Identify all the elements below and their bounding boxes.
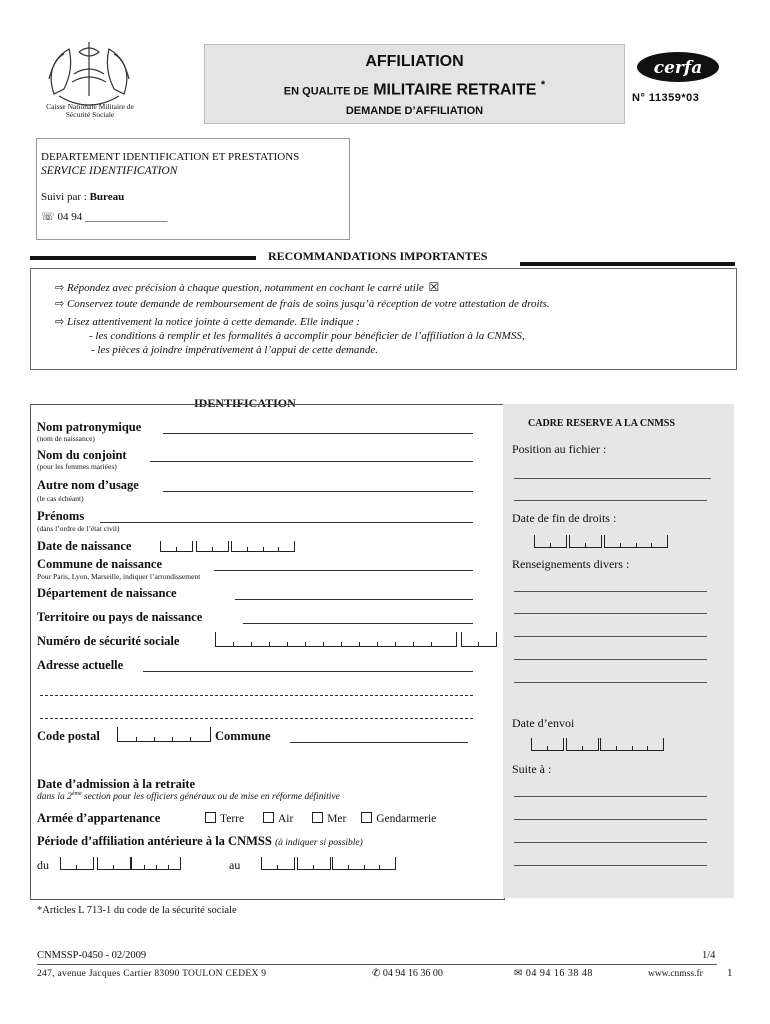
- periode-au-year[interactable]: [332, 857, 396, 870]
- cnmss-line: [514, 819, 707, 820]
- footer-address: 247, avenue Jacques Cartier 83090 TOULON CEDEX 9: [37, 969, 267, 979]
- label-nom: Nom patronymique: [37, 420, 142, 434]
- footnote: *Articles L 713-1 du code de la sécurité sociale: [37, 905, 237, 916]
- periode-au-day[interactable]: [261, 857, 295, 870]
- fax-icon: ✉: [514, 968, 523, 979]
- birthdate-day-field[interactable]: [160, 541, 193, 552]
- cnmss-line: [514, 842, 707, 843]
- cnmss-fin-day: [534, 535, 567, 548]
- label-secu: Numéro de sécurité sociale: [37, 634, 180, 648]
- footer-website[interactable]: www.cnmss.fr: [648, 969, 703, 979]
- rec-item-2-text: Conservez toute demande de remboursement de frais de soins jusqu’à réception de votre attestation de droits.: [66, 298, 550, 310]
- option-mer-label: Mer: [327, 813, 347, 825]
- label-usage: Autre nom d’usage: [37, 478, 139, 492]
- label-date-naissance: Date de naissance: [37, 539, 132, 553]
- label-du: du: [37, 858, 49, 872]
- checkbox-mer[interactable]: [312, 812, 323, 823]
- logo-caption: Caisse Nationale Militaire de Sécurité Sociale: [46, 102, 134, 119]
- phone-line: [41, 210, 168, 223]
- cnmss-line: [514, 500, 707, 501]
- cnmss-line: [514, 613, 707, 614]
- input-commune[interactable]: [290, 742, 468, 743]
- cerfa-number: N° 11359*03: [632, 92, 700, 104]
- cnmss-position: Position au fichier :: [512, 442, 607, 456]
- cnmss-line: [514, 591, 707, 592]
- label-commune: Commune: [215, 729, 271, 743]
- phone-icon: ☏: [41, 211, 55, 223]
- checkbox-air[interactable]: [263, 812, 274, 823]
- rec-item-2: [55, 297, 550, 310]
- rec-item-3: [55, 315, 360, 328]
- phone-blank: _______________: [85, 211, 168, 223]
- footer-phone-number: 04 94 16 36 00: [382, 968, 443, 979]
- cnmss-line: [514, 796, 707, 797]
- option-gendarmerie-label: Gendarmerie: [376, 813, 437, 825]
- label-armee: Armée d’appartenance: [37, 811, 161, 825]
- footer-divider: [37, 964, 717, 965]
- page-count: 1/4: [702, 950, 716, 961]
- cnmss-line: [514, 636, 707, 637]
- label-prenoms: Prénoms: [37, 509, 85, 523]
- footer-phone: [372, 968, 443, 979]
- option-gendarmerie[interactable]: [361, 813, 436, 825]
- rec-bar-right: [520, 262, 735, 266]
- department-line2: SERVICE IDENTIFICATION: [41, 165, 178, 177]
- arrow-right-icon: ⇨: [55, 297, 65, 310]
- subtitle-prefix: EN QUALITE DE: [283, 85, 369, 98]
- cnmss-line: [514, 865, 707, 866]
- rec-item-3-text: Lisez attentivement la notice jointe à cette demande. Elle indique :: [66, 316, 360, 328]
- subtitle-main: MILITAIRE RETRAITE: [373, 81, 537, 99]
- cnmss-envoi-year: [600, 738, 664, 751]
- input-territoire[interactable]: [243, 623, 473, 624]
- secu-number-field[interactable]: [215, 632, 457, 647]
- label-territoire: Territoire ou pays de naissance: [37, 610, 203, 624]
- cnmss-line: [514, 682, 707, 683]
- postal-code-field[interactable]: [117, 727, 211, 742]
- birthdate-month-field[interactable]: [196, 541, 229, 552]
- input-adresse-2[interactable]: [40, 695, 473, 696]
- checkbox-terre[interactable]: [205, 812, 216, 823]
- admission-sub-sup: ème: [71, 791, 82, 797]
- input-usage[interactable]: [163, 491, 473, 492]
- input-commune-naissance[interactable]: [214, 570, 473, 571]
- input-adresse-1[interactable]: [143, 671, 473, 672]
- followed-by: [41, 191, 124, 203]
- department-line1: DEPARTEMENT IDENTIFICATION ET PRESTATIONS: [41, 151, 300, 163]
- rec-item-1: [55, 280, 439, 295]
- input-prenoms[interactable]: [100, 522, 473, 523]
- form-reference: CNMSSP-0450 - 02/2009: [37, 950, 147, 961]
- option-air[interactable]: [263, 813, 293, 825]
- phone-prefix: 04 94: [57, 211, 83, 223]
- periode-du-month[interactable]: [97, 857, 131, 870]
- sub-commune: Pour Paris, Lyon, Marseille, indiquer l’arrondissement: [37, 572, 201, 581]
- periode-du-year[interactable]: [131, 857, 181, 870]
- arrow-right-icon: ⇨: [55, 315, 65, 328]
- department-box: [36, 138, 350, 240]
- label-adresse: Adresse actuelle: [37, 658, 124, 672]
- phone-icon: ✆: [372, 968, 381, 979]
- label-code-postal: Code postal: [37, 729, 100, 743]
- subtitle: [205, 79, 624, 99]
- option-terre[interactable]: [205, 813, 244, 825]
- admission-sub-b: section pour les officiers généraux ou de mise en réforme définitive: [81, 792, 340, 803]
- cnmss-heading: CADRE RESERVE A LA CNMSS: [528, 418, 675, 429]
- rec-subitem-2: - les pièces à joindre impérativement à l’appui de cette demande.: [91, 344, 379, 356]
- label-au: au: [229, 858, 241, 872]
- cnmss-suite: Suite à :: [512, 762, 552, 776]
- cnmss-fin-month: [569, 535, 602, 548]
- label-conjoint: Nom du conjoint: [37, 448, 127, 462]
- cnmss-line: [514, 659, 707, 660]
- checkbox-gendarmerie[interactable]: [361, 812, 372, 823]
- cnmss-renseignements: Renseignements divers :: [512, 557, 630, 571]
- sub-usage: (le cas échéant): [37, 494, 84, 503]
- recommendations-heading: RECOMMANDATIONS IMPORTANTES: [268, 249, 488, 263]
- secu-key-field[interactable]: [461, 632, 497, 647]
- identification-heading: IDENTIFICATION: [190, 396, 300, 411]
- page-title: AFFILIATION: [365, 53, 464, 70]
- label-admission: Date d’admission à la retraite: [37, 777, 196, 791]
- subtitle-line3: DEMANDE D’AFFILIATION: [345, 105, 484, 117]
- sub-admission: [37, 791, 340, 802]
- option-air-label: Air: [277, 813, 294, 825]
- arrow-right-icon: ⇨: [55, 281, 65, 294]
- option-mer[interactable]: [312, 813, 346, 825]
- footer-fax-number: 04 94 16 38 48: [525, 968, 593, 979]
- sub-prenoms: (dans l’ordre de l’état civil): [37, 524, 120, 533]
- cerfa-logo-text: cerfa: [653, 58, 703, 78]
- cnmss-fin-year: [604, 535, 668, 548]
- periode-text: Période d’affiliation antérieure à la CNMSS: [37, 834, 272, 848]
- rec-subitem-1: - les conditions à remplir et les formalités à accomplir pour bénéficier de l’affiliation à la CNMSS,: [89, 330, 525, 342]
- subtitle-star: *: [540, 79, 546, 91]
- label-periode: [37, 834, 363, 849]
- followed-label: Suivi par :: [41, 191, 87, 203]
- footer-fax: [514, 968, 593, 979]
- label-commune-naissance: Commune de naissance: [37, 557, 163, 571]
- armee-options: [205, 812, 436, 825]
- sub-nom: (nom de naissance): [37, 434, 95, 443]
- input-departement[interactable]: [235, 599, 473, 600]
- option-terre-label: Terre: [220, 813, 245, 825]
- page-number: 1: [727, 967, 733, 979]
- title-box: [204, 44, 625, 124]
- label-departement: Département de naissance: [37, 586, 177, 600]
- periode-au-month[interactable]: [297, 857, 331, 870]
- cnmss-envoi-month: [566, 738, 599, 751]
- checked-box-icon: ☒: [428, 280, 440, 294]
- periode-note: (à indiquer si possible): [274, 838, 363, 848]
- followed-value: Bureau: [89, 191, 125, 203]
- recommendations-box: [30, 268, 737, 370]
- periode-du-day[interactable]: [60, 857, 94, 870]
- cnmss-fin-droits: Date de fin de droits :: [512, 511, 617, 525]
- cnmss-date-envoi: Date d’envoi: [512, 716, 575, 730]
- admission-sub-a: dans la 2: [37, 792, 72, 803]
- input-adresse-3[interactable]: [40, 718, 473, 719]
- sub-conjoint: (pour les femmes mariées): [37, 462, 117, 471]
- cerfa-logo: [636, 50, 720, 84]
- input-conjoint[interactable]: [150, 461, 473, 462]
- birthdate-year-field[interactable]: [231, 541, 295, 552]
- rec-bar-left: [30, 256, 256, 260]
- rec-item-1-text: Répondez avec précision à chaque question, notamment en cochant le carré utile: [66, 282, 424, 294]
- cnmss-envoi-day: [531, 738, 564, 751]
- cnmss-line: [514, 478, 711, 479]
- input-nom[interactable]: [163, 433, 473, 434]
